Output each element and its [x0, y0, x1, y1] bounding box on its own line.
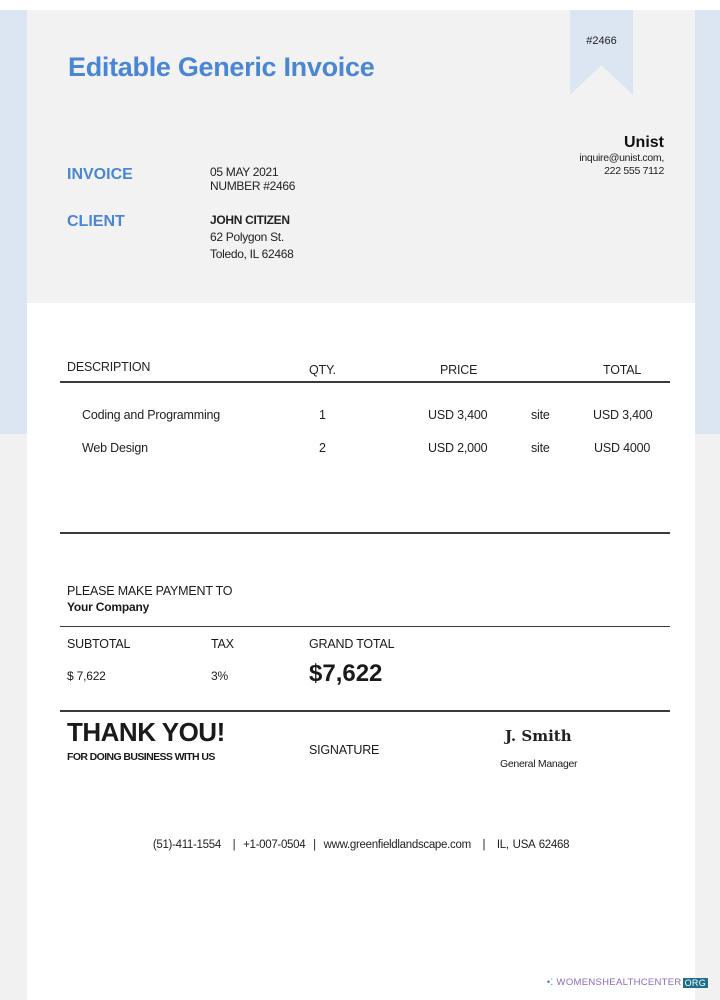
tax-value: 3%	[211, 669, 228, 683]
company-phone: 222 555 7112	[604, 165, 664, 177]
row-total: USD 3,400	[593, 408, 653, 422]
subtotal-label: SUBTOTAL	[67, 637, 131, 651]
row-price: USD 2,000	[428, 441, 488, 455]
payment-label: PLEASE MAKE PAYMENT TO	[67, 584, 233, 598]
company-name: Unist	[624, 134, 664, 151]
invoice-number: NUMBER #2466	[210, 179, 296, 193]
left-accent-strip	[0, 10, 27, 434]
left-gray-margin	[0, 434, 27, 1000]
row-description: Coding and Programming	[82, 408, 221, 422]
signer-name: J. Smith	[505, 727, 572, 745]
client-address-line1: 62 Polygon St.	[210, 230, 284, 244]
col-header-price: PRICE	[440, 363, 478, 377]
invoice-date: 05 MAY 2021	[210, 165, 279, 179]
col-header-description: DESCRIPTION	[67, 360, 151, 374]
client-meta	[210, 212, 294, 263]
thank-you-subtext: FOR DOING BUSINESS WITH US	[67, 751, 215, 763]
document-title: Editable Generic Invoice	[68, 52, 375, 82]
col-header-qty: QTY.	[309, 363, 336, 377]
right-accent-strip	[695, 10, 720, 434]
ribbon-invoice-number: #2466	[586, 35, 617, 47]
row-qty: 2	[319, 441, 326, 455]
row-unit: site	[531, 408, 550, 422]
closing-rule	[60, 710, 670, 712]
dots-logo-icon: •⁚	[546, 977, 554, 987]
col-header-total: TOTAL	[603, 363, 642, 377]
row-unit: site	[531, 441, 550, 455]
payment-payee: Your Company	[67, 600, 150, 614]
thank-you-heading: THANK YOU!	[67, 717, 225, 747]
watermark-text: WOMENSHEALTHCENTER	[556, 977, 682, 988]
invoice-page	[27, 10, 695, 1000]
right-gray-margin	[695, 434, 720, 1000]
client-label: CLIENT	[67, 213, 125, 230]
row-description: Web Design	[82, 441, 148, 455]
row-qty: 1	[319, 408, 326, 422]
client-address-line2: Toledo, IL 62468	[210, 247, 294, 261]
table-header-rule	[60, 381, 670, 383]
row-total: USD 4000	[594, 441, 651, 455]
signer-title: General Manager	[500, 758, 578, 770]
footer-contact-line: (51)-411-1554 | +1-007-0504 | www.greenfieldlandscape.com | IL, USA 62468	[152, 839, 570, 851]
signature-label: SIGNATURE	[309, 743, 380, 757]
invoice-meta	[210, 165, 295, 193]
tax-label: TAX	[211, 637, 234, 651]
subtotal-value: $ 7,622	[67, 669, 106, 683]
grand-total-value: $7,622	[309, 660, 383, 687]
grand-total-label: GRAND TOTAL	[309, 637, 395, 651]
watermark-logo	[547, 977, 708, 988]
table-bottom-rule	[60, 532, 670, 534]
watermark-suffix: ORG	[684, 977, 706, 988]
client-name: JOHN CITIZEN	[210, 213, 290, 227]
payment-rule	[60, 626, 670, 627]
company-email: inquire@unist.com,	[579, 152, 664, 164]
company-block	[579, 134, 664, 178]
invoice-label: INVOICE	[67, 166, 133, 183]
row-price: USD 3,400	[428, 408, 488, 422]
